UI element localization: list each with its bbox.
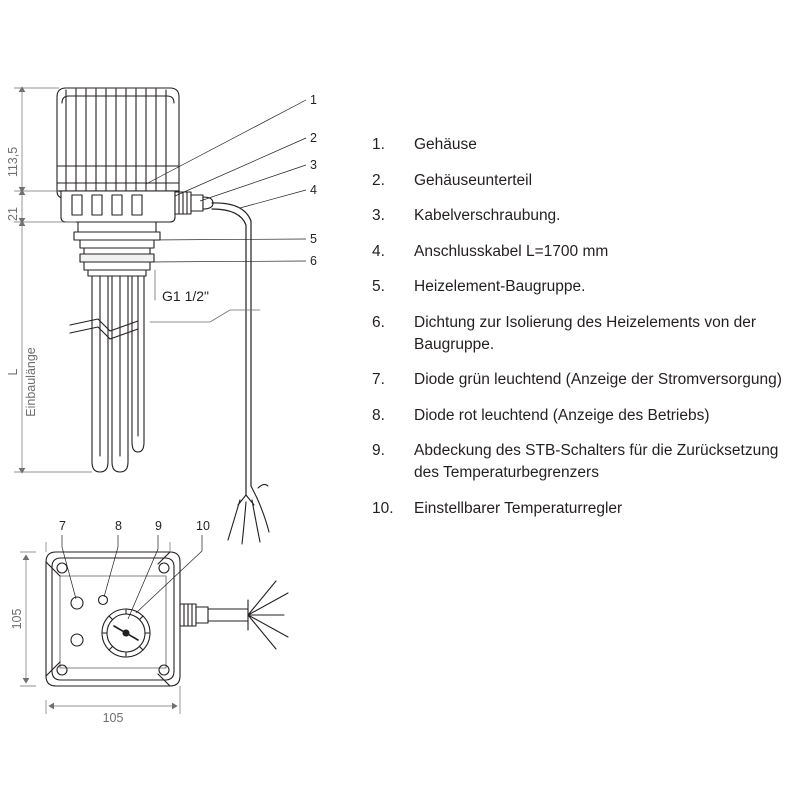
callout-8: 8	[115, 519, 122, 533]
callout-3: 3	[310, 158, 317, 172]
list-item	[372, 134, 796, 156]
legend-number: 7.	[372, 371, 385, 388]
legend-number: 6.	[372, 313, 385, 331]
callout-7: 7	[59, 519, 66, 533]
legend-number: 10.	[372, 499, 394, 517]
legend-label: Gehäuseunterteil	[414, 171, 533, 189]
callout-1: 1	[310, 93, 317, 107]
dim-height-21: 21	[6, 207, 20, 221]
heating-element-flange	[74, 222, 160, 276]
list-item	[372, 276, 796, 298]
legend-label: Einstellbarer Temperaturregler	[414, 499, 623, 517]
legend-label: Diode rot leuchtend (Anzeige des Betriebs)	[414, 406, 710, 424]
dim-length-L: L	[6, 368, 20, 376]
list-item	[372, 241, 796, 263]
list-item	[372, 369, 796, 391]
legend-label: Anschlusskabel L=1700 mm	[414, 242, 609, 260]
product-drawing	[0, 0, 370, 800]
dim-height-113-5: 113,5	[6, 146, 20, 178]
list-item	[372, 170, 796, 192]
callout-2: 2	[310, 131, 317, 145]
housing-top-assembly	[57, 88, 179, 198]
bottom-view-assembly	[46, 552, 288, 686]
legend-label: Abdeckung des STB-Schalters für die Zurücksetzung des Temperaturbegrenzers	[414, 442, 779, 481]
legend-number: 9.	[372, 442, 385, 459]
legend-number: 2.	[372, 171, 385, 189]
list-item	[372, 498, 796, 520]
legend-number: 3.	[372, 207, 385, 224]
legend-label: Gehäuse	[414, 136, 477, 153]
callout-5: 5	[310, 232, 317, 246]
legend-label: Diode grün leuchtend (Anzeige der Stromversorgung)	[414, 371, 782, 388]
list-item	[372, 312, 796, 356]
dim-bottom-width: 105	[102, 711, 124, 725]
connection-cable	[212, 203, 269, 544]
list-item	[372, 205, 796, 227]
dim-length-label: Einbaulänge	[24, 347, 38, 417]
legend-number: 5.	[372, 278, 385, 295]
list-item	[372, 440, 796, 484]
legend-number: 8.	[372, 406, 385, 424]
callout-4: 4	[310, 183, 317, 197]
legend-number: 1.	[372, 136, 385, 153]
cable-gland	[175, 192, 213, 214]
legend-number: 4.	[372, 242, 385, 260]
callout-6: 6	[310, 254, 317, 268]
legend-list	[372, 134, 796, 533]
callout-9: 9	[155, 519, 162, 533]
callout-10: 10	[196, 519, 210, 533]
legend-label: Kabelverschraubung.	[414, 207, 561, 224]
heating-rods	[92, 276, 144, 472]
legend-label: Dichtung zur Isolierung des Heizelements von der Baugruppe.	[414, 313, 757, 353]
housing-lower-part	[61, 191, 175, 222]
thread-label: G1 1/2"	[162, 288, 209, 304]
list-item	[372, 405, 796, 427]
dim-side-height: 105	[10, 608, 24, 630]
legend-label: Heizelement-Baugruppe.	[414, 278, 586, 295]
